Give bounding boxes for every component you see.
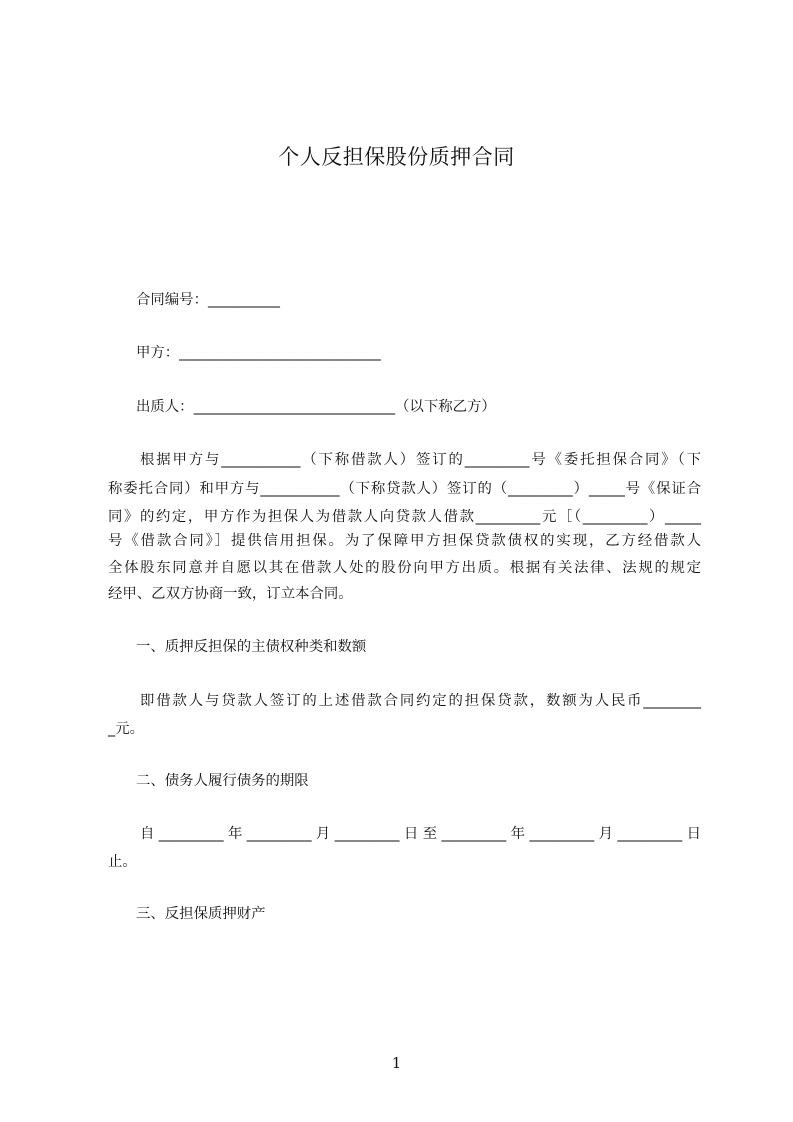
document-title: 个人反担保股份质押合同: [278, 145, 515, 169]
section-1-line: _元。: [108, 721, 144, 737]
party-a-line: 甲方：____________________________: [136, 345, 381, 361]
section-1-line: 即借款人与贷款人签订的上述借款合同约定的担保贷款，数额为人民币________: [140, 693, 701, 709]
preamble-line: 经甲、乙双方协商一致，订立本合同。: [108, 586, 353, 602]
section-heading-3: 三、反担保质押财产: [136, 906, 266, 922]
pledgor-line: 出质人：____________________________（以下称乙方）: [136, 399, 496, 415]
section-heading-2: 二、债务人履行债务的期限: [136, 773, 309, 789]
preamble-line: 称委托合同）和甲方与___________（下称贷款人）签订的（_________）_____号《保证合: [108, 481, 701, 497]
contract-number-line: 合同编号：__________: [136, 292, 280, 308]
section-heading-1: 一、质押反担保的主债权种类和数额: [136, 639, 367, 655]
page-number: 1: [391, 1054, 402, 1072]
preamble-line: 同》的约定，甲方作为担保人为借款人向贷款人借款_________元［（_________）_____: [108, 509, 701, 525]
preamble-line: 根据甲方与___________（下称借款人）签订的_________号《委托担保合同》（下: [140, 452, 701, 468]
section-2-line: 自_________年_________月_________日至_________年_________月_________日: [140, 826, 701, 842]
section-2-line: 止。: [108, 854, 137, 870]
preamble-line: 号《借款合同》］提供信用担保。为了保障甲方担保贷款债权的实现，乙方经借款人: [108, 533, 701, 549]
preamble-line: 全体股东同意并自愿以其在借款人处的股份向甲方出质。根据有关法律、法规的规定: [108, 560, 701, 576]
